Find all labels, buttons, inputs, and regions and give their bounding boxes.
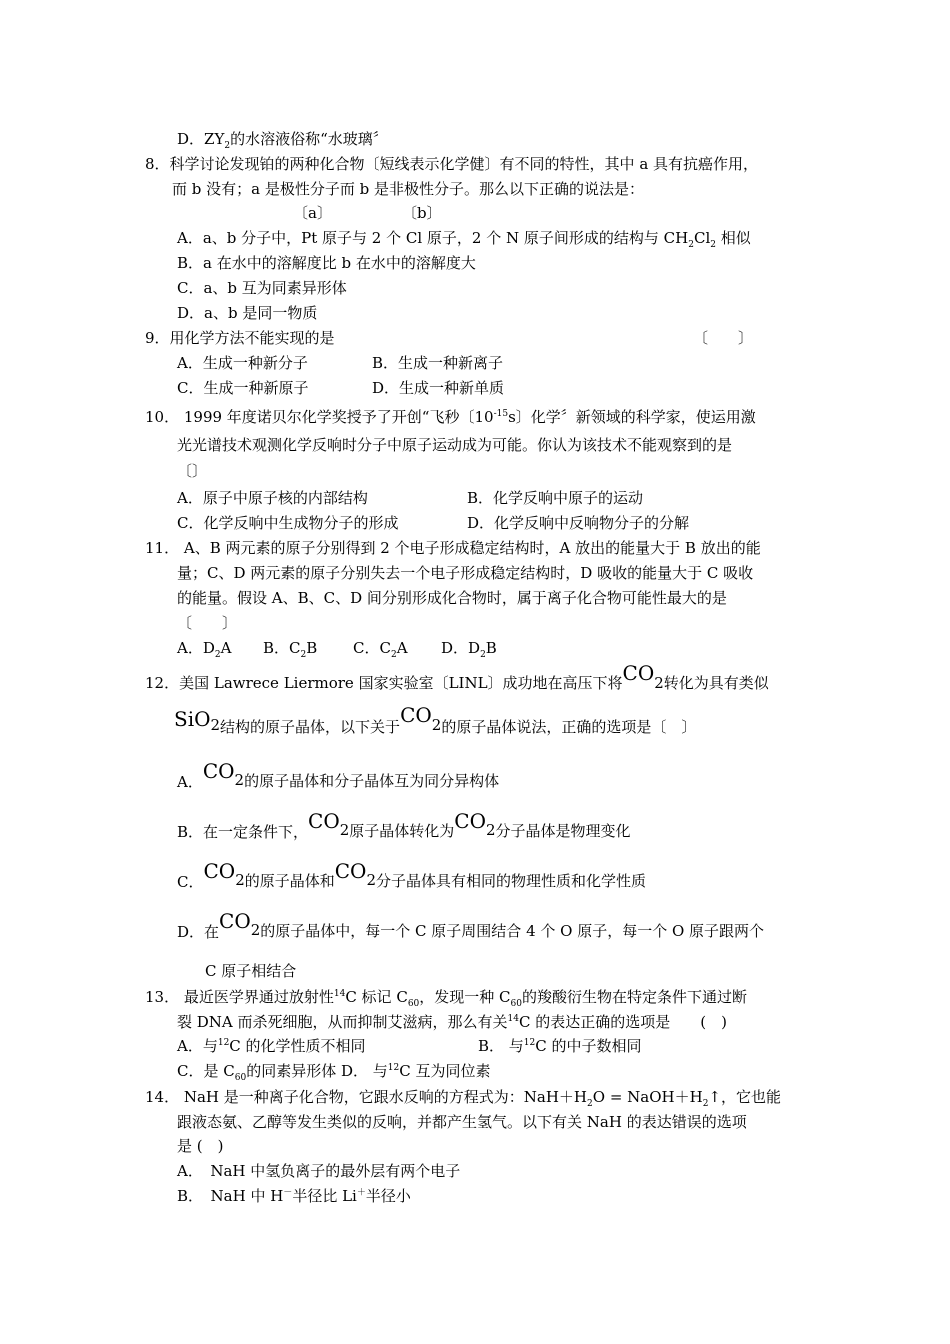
q9-option-d: D．生成一种新单质 <box>372 379 505 397</box>
q9-option-b: B．生成一种新离子 <box>372 354 504 372</box>
q8-figure-label-b: 〔b〕 <box>402 204 442 222</box>
q13-answer-bracket: ( ) <box>700 1013 727 1031</box>
q10-option-c: C．化学反响中生成物分子的形成 <box>177 514 399 532</box>
q10-option-b: B．化学反响中原子的运动 <box>467 489 644 507</box>
q13-stem-line2: 裂 DNA 而杀死细胞，从而抑制艾滋病，那么有关$^{14}$C 的表达正确的选项是 ( ) <box>177 1013 727 1031</box>
co2-formula: CO <box>622 661 655 685</box>
q9-option-c: C．生成一种新原子 <box>177 379 309 397</box>
q12-option-d-line2: C 原子相结合 <box>205 962 297 980</box>
co2-formula: CO <box>454 809 486 833</box>
q12-stem-line1: 12．美国 Lawrece Liermore 国家实验室〔LINL〕成功地在高压下将CO2转化为具有类似 <box>145 661 769 692</box>
co2-formula: CO <box>400 703 432 727</box>
q8-option-a: A．a、b 分子中，Pt 原子与 2 个 Cl 原子，2 个 N 原子间形成的结构与 $CH_2Cl_2$ 相似 <box>177 229 751 250</box>
q12-option-b: B．在一定条件下，CO2原子晶体转化为CO2分子晶体是物理变化 <box>177 809 631 841</box>
q10-option-d: D．化学反响中反响物分子的分解 <box>467 514 690 532</box>
q8-option-c: C．a、b 互为同素异形体 <box>177 279 347 297</box>
q8-stem-line2: 而 b 没有；a 是极性分子而 b 是非极性分子。那么以下正确的说法是： <box>172 180 644 198</box>
q13-option-b: B． 与$^{12}$C 的中子数相同 <box>478 1037 642 1055</box>
q11-option-a: A．$D_2A$ <box>177 639 232 660</box>
q7-option-d: D．$ZY_2$的水溶液俗称“水玻璃〞 <box>177 130 388 151</box>
q10-option-a: A．原子中原子核的内部结构 <box>177 489 368 507</box>
q12-option-d: D．在CO2的原子晶体中，每一个 C 原子周围结合 4 个 O 原子，每一个 O 原子跟两个 <box>177 909 765 941</box>
q14-stem-line2: 跟液态氨、乙醇等发生类似的反响，并都产生氢气。以下有关 NaH 的表达错误的选项 <box>177 1113 747 1131</box>
q10-answer-bracket: 〔〕 <box>177 462 208 480</box>
q14-option-b: B． NaH 中 H－半径比 Li＋半径小 <box>177 1187 411 1205</box>
sio2-formula: SiO <box>174 707 211 731</box>
q11-option-c: C．$C_2A$ <box>353 639 408 660</box>
q9-stem: 9．用化学方法不能实现的是 <box>145 329 335 347</box>
q8-option-d: D．a、b 是同一物质 <box>177 304 318 322</box>
q11-stem-line3: 的能量。假设 A、B、C、D 间分别形成化合物时，属于离子化合物可能性最大的是 <box>177 589 727 607</box>
q11-stem-line2: 量；C、D 两元素的原子分别失去一个电子形成稳定结构时，D 吸收的能量大于 C 吸收 <box>177 564 754 582</box>
q10-stem-line2: 光光谱技术观测化学反响时分子中原子运动成为可能。你认为该技术不能观察到的是 <box>177 436 733 454</box>
q8-figure-label-a: 〔a〕 <box>293 204 332 222</box>
q9-option-a: A．生成一种新分子 <box>177 354 308 372</box>
co2-formula: CO <box>334 859 367 883</box>
q11-option-d: D．$D_2B$ <box>441 639 497 660</box>
co2-formula: CO <box>219 909 251 933</box>
q14-stem-line1: 14． NaH 是一种离子化合物，它跟水反响的方程式为：$NaH+H_2O$ = $NaOH+H_2↑$，它也能 <box>145 1088 781 1109</box>
q11-option-b: B．$C_2B$ <box>263 639 318 660</box>
q13-option-c-d: C．是 $C_{60}$的同素异形体 D． 与$^{12}$C 互为同位素 <box>177 1062 491 1083</box>
q13-option-a: A．与$^{12}$C 的化学性质不相同 <box>177 1037 366 1055</box>
q11-answer-bracket: 〔 〕 <box>177 614 238 632</box>
q9-answer-bracket: 〔 〕 <box>693 329 754 347</box>
co2-formula: CO <box>308 809 340 833</box>
co2-formula: CO <box>202 759 235 783</box>
q12-option-a: A．CO2的原子晶体和分子晶体互为同分异构体 <box>177 759 500 791</box>
q13-stem-line1: 13． 最近医学界通过放射性$^{14}$C 标记 $C_{60}$，发现一种 $C_{60}$的羧酸衍生物在特定条件下通过断 <box>145 988 747 1009</box>
co2-formula: CO <box>203 859 236 883</box>
q12-option-c: C．CO2的原子晶体和CO2分子晶体具有相同的物理性质和化学性质 <box>177 859 647 891</box>
q12-stem-line2: SiO2结构的原子晶体，以下关于CO2的原子晶体说法，正确的选项是〔 〕 <box>174 703 697 736</box>
q8-option-b: B．a 在水中的溶解度比 b 在水中的溶解度大 <box>177 254 476 272</box>
q11-stem-line1: 11． A、B 两元素的原子分别得到 2 个电子形成稳定结构时，A 放出的能量大于 B 放出的能 <box>145 539 761 557</box>
q14-option-a: A． NaH 中氢负离子的最外层有两个电子 <box>177 1162 461 1180</box>
q14-stem-line3: 是 ( ) <box>177 1137 224 1155</box>
q10-stem-line1: 10． 1999 年度诺贝尔化学奖授予了开创“飞秒〔$10^{-15}s$〕化学〞新领域的科学家，使运用激 <box>145 408 756 426</box>
q8-stem-line1: 8．科学讨论发现铂的两种化合物〔短线表示化学健〕有不同的特性，其中 a 具有抗癌作用， <box>145 155 759 173</box>
